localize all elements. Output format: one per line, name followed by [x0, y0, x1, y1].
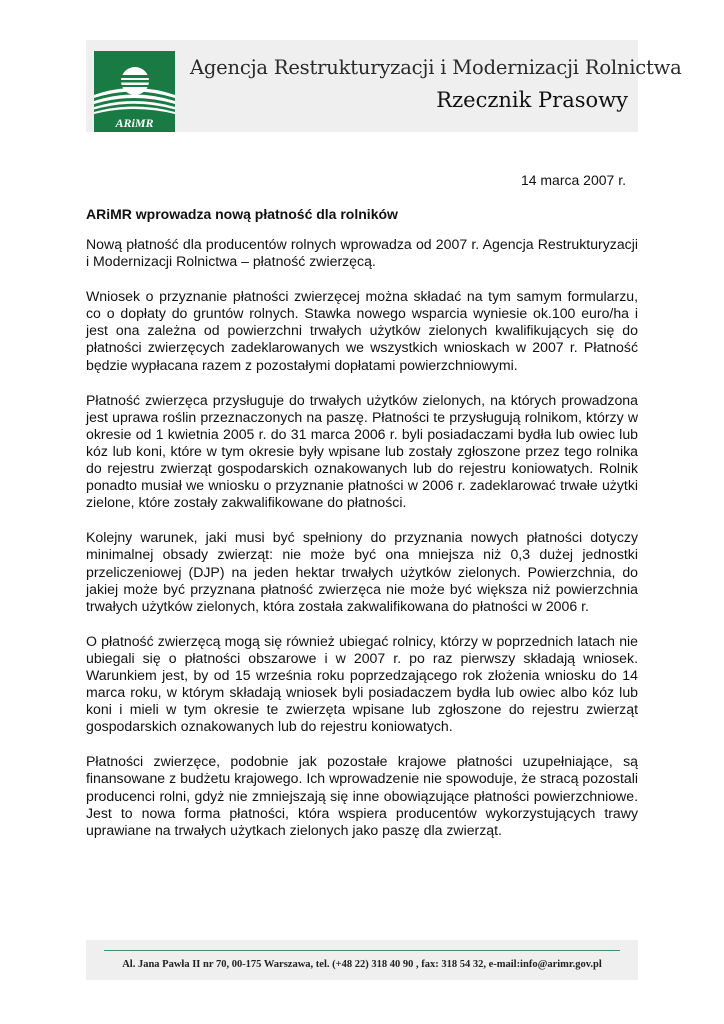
paragraph: Nową płatność dla producentów rolnych wprowadza od 2007 r. Agencja Restrukturyzacji i Modernizacji Rolnictwa – płatność zwierzęcą. [86, 236, 638, 270]
logo-text: ARiMR [115, 116, 154, 130]
document-date: 14 marca 2007 r. [520, 172, 626, 188]
agency-name: Agencja Restrukturyzacji i Modernizacji Rolnictwa [190, 56, 682, 79]
paragraph: Płatność zwierzęca przysługuje do trwałych użytków zielonych, na których prowadzona jest uprawa roślin przeznaczonych na paszę. Płatności te przysługują rolnikom, którzy w okresie od 1 kwietnia 2005 r. do 31 marca 2006 r. byli posiadaczami bydła lub owiec lub kóz lub koni, które w tym okresie były wpisane lub zostały zgłoszone przez tego rolnika do rejestru zwierząt gospodarskich oznakowanych lub do rejestru koniowatych. Rolnik ponadto musiał we wniosku o przyznanie płatności w 2006 r. zadeklarować trwałe użytki zielone, które zostały zakwalifikowane do płatności. [86, 391, 638, 511]
document-title: ARiMR wprowadza nową płatność dla rolników [86, 206, 398, 222]
paragraph: O płatność zwierzęcą mogą się również ubiegać rolnicy, którzy w poprzednich latach nie ubiegali się o płatności obszarowe i w 2007 r. po raz pierwszy składają wniosek. Warunkiem jest, by od 15 września roku poprzedzającego rok złożenia wniosku do 14 marca roku, w którym składają wniosek byli posiadaczem bydła lub owiec albo kóz lub koni i mieli w tym okresie te zwierzęta wpisane lub zgłoszone do rejestru zwierząt gospodarskich oznakowanych lub do rejestru koniowatych. [86, 632, 638, 735]
paragraph: Wniosek o przyznanie płatności zwierzęcej można składać na tym samym formularzu, co o dopłaty do gruntów rolnych. Stawka nowego wsparcia wyniesie ok.100 euro/ha i jest ona zależna od powierzchni trwałych użytków zielonych kwalifikujących się do płatności zwierzęcych zadeklarowanych we wszystkich wnioskach w 2007 r. Płatność będzie wypłacana razem z pozostałymi dopłatami powierzchniowymi. [86, 288, 638, 373]
footer-divider [104, 950, 620, 951]
paragraph: Płatności zwierzęce, podobnie jak pozostałe krajowe płatności uzupełniające, są finansowane z budżetu krajowego. Ich wprowadzenie nie spowoduje, że stracą pozostali producenci rolni, gdyż nie zmniejszają się inne obowiązujące płatności powierzchniowe. Jest to nowa forma płatności, która wspiera producentów wykorzystujących trawy uprawiane na trwałych użytkach zielonych jako paszę dla zwierząt. [86, 753, 638, 838]
press-office-title: Rzecznik Prasowy [436, 88, 628, 112]
footer-address: Al. Jana Pawła II nr 70, 00-175 Warszawa, tel. (+48 22) 318 40 90 , fax: 318 54 32, e-mail:info@arimr.gov.pl [122, 959, 602, 970]
arimr-logo [94, 51, 175, 132]
document-body [86, 236, 638, 857]
paragraph: Kolejny warunek, jaki musi być spełniony do przyznania nowych płatności dotyczy minimalnej obsady zwierząt: nie może być ona mniejsza niż 0,3 dużej jednostki przeliczeniowej (DJP) na jeden hektar trwałych użytków zielonych. Powierzchnia, do jakiej może być przyznana płatność zwierzęca nie może być większa niż powierzchnia trwałych użytków zielonych, która została zakwalifikowana do płatności w 2006 r. [86, 529, 638, 614]
